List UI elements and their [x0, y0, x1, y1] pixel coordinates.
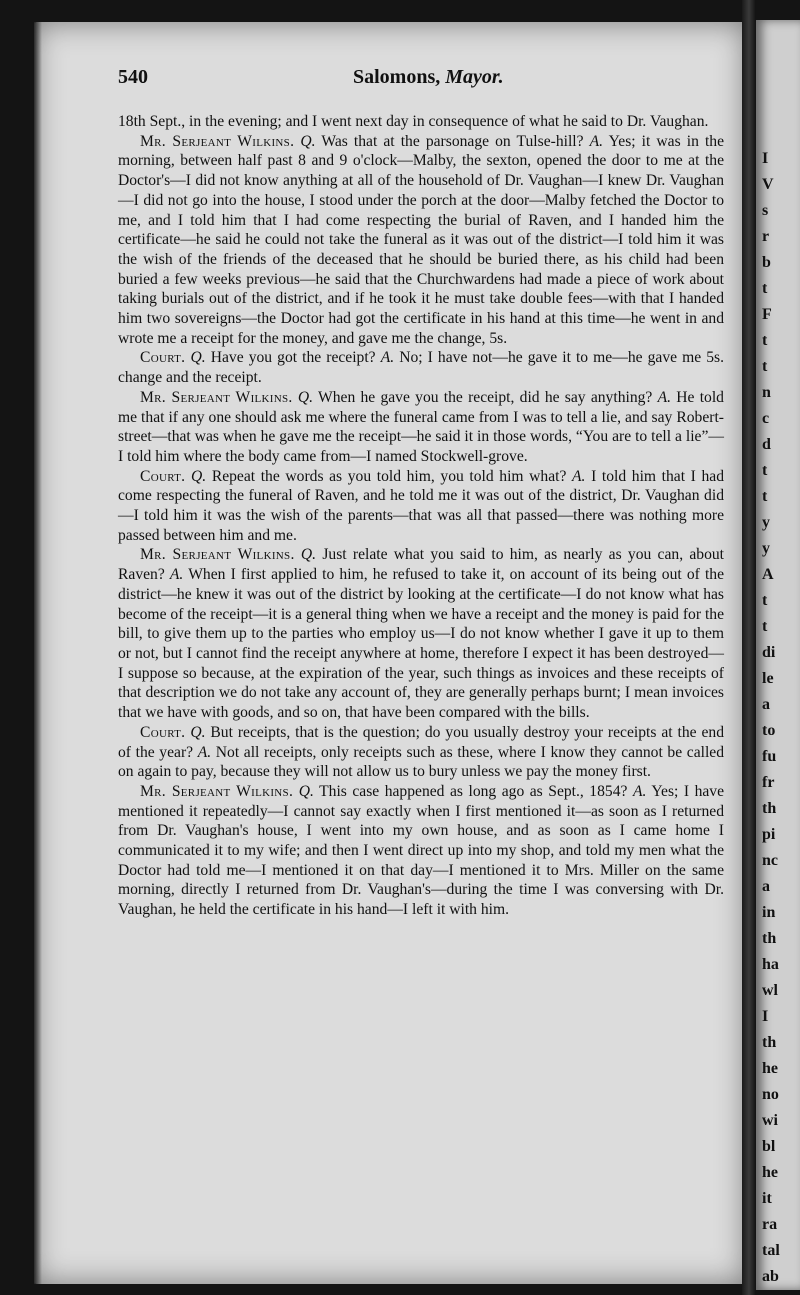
question-text: Was that at the parsonage on Tulse-hill? — [321, 132, 584, 150]
paragraph — [118, 545, 724, 722]
adjacent-page-fragment: t — [762, 358, 768, 375]
adjacent-page-fragment: r — [762, 228, 770, 245]
running-head — [353, 66, 504, 89]
running-head-title: Mayor. — [445, 66, 504, 88]
paragraph — [118, 467, 724, 546]
answer-text: I told him that I had come respecting the funeral of Raven, and he told me it was out of the district, Dr. Vaughan did—I told him it was the wish of the parents—that was all that passed—there was nothing more passed between him and me. — [118, 467, 724, 544]
speaker-label: Mr. Serjeant Wilkins. — [140, 132, 295, 150]
paragraph — [118, 348, 724, 387]
question-text: Just relate what you said to him, as nearly as you can, about Raven? — [118, 546, 724, 584]
adjacent-page-fragment: th — [762, 930, 777, 947]
adjacent-page-fragment: to — [762, 722, 776, 739]
adjacent-page-fragment: t — [762, 618, 768, 635]
adjacent-page-fragment: tal — [762, 1242, 780, 1259]
adjacent-page-fragment: d — [762, 436, 771, 453]
adjacent-page-fragment: t — [762, 592, 768, 609]
answer-text: Not all receipts, only receipts such as these, where I know they cannot be called on again to pay, because they will not allow us to bury unless we pay the money first. — [118, 743, 724, 781]
answer-marker: A. — [169, 566, 184, 584]
adjacent-page-fragment: t — [762, 488, 768, 505]
question-text: Have you got the receipt? — [210, 349, 376, 367]
answer-text: He told me that if any one should ask me where the funeral came from I was to tell a lie, and say Robert-street—that was when he gave me the receipt—he said it in those words, “You are to tell a lie”—I told him where the body came from—I named Stockwell-grove. — [118, 388, 724, 465]
adjacent-page-fragment: a — [762, 878, 770, 895]
adjacent-page-fragment: in — [762, 904, 776, 921]
adjacent-page-fragment: t — [762, 280, 768, 297]
paragraph — [118, 388, 724, 467]
adjacent-page-fragment: ra — [762, 1216, 778, 1233]
adjacent-page-fragment: I — [762, 1008, 769, 1025]
page-number: 540 — [118, 66, 148, 88]
adjacent-page-fragment: le — [762, 670, 774, 687]
paragraph-text: 18th Sept., in the evening; and I went next day in consequence of what he said to Dr. Vaughan. — [118, 113, 709, 130]
answer-marker: A. — [380, 349, 395, 367]
answer-marker: A. — [572, 467, 586, 485]
question-text: Repeat the words as you told him, you told him what? — [211, 467, 567, 485]
question-marker: Q. — [300, 546, 317, 564]
paragraph — [118, 782, 724, 920]
adjacent-page-fragment: fr — [762, 774, 775, 791]
answer-text: When I first applied to him, he refused to take it, on account of its being out of the district—he knew it was out of the district by looking at the certificate—I do not know what has become of the receipt—it is a general thing when we have a receipt and the money is paid for the bill, to give them up to the parties who employ us—I do not know whether I gave it up to them or not, but I cannot find the receipt anywhere at home, therefore I expect it has been destroyed—I suppose so because, at the expiration of the year, such things as invoices and these receipts of that description we do not take any account of, they are generally perhaps burnt; I mean invoices that we have with goods, and so on, that have been compared with the bills. — [118, 566, 724, 722]
adjacent-page-fragment: y — [762, 514, 770, 531]
adjacent-page-fragment: F — [762, 306, 772, 323]
adjacent-page-strip — [756, 20, 800, 1290]
adjacent-page-fragment: a — [762, 696, 770, 713]
question-text: This case happened as long ago as Sept., 1854? — [319, 782, 628, 800]
adjacent-page-fragment: no — [762, 1086, 779, 1103]
book-gutter — [742, 0, 756, 1295]
adjacent-page-fragment: s — [762, 202, 769, 219]
adjacent-page-fragment: nc — [762, 852, 778, 869]
adjacent-page-fragment: th — [762, 1034, 777, 1051]
adjacent-page-fragment: pi — [762, 826, 776, 843]
speaker-label: Court. — [140, 723, 186, 741]
adjacent-page-fragment: A — [762, 566, 774, 583]
answer-text: No; I have not—he gave it to me—he gave me 5s. change and the receipt. — [118, 349, 724, 387]
answer-text: Yes; it was in the morning, between half past 8 and 9 o'clock—Malby, the sexton, opened the door to me at the Doctor's—I did not know anything at all of the household of Dr. Vaughan—I knew Dr. Vaughan—I did not go into the house, I stood under the porch at the door—Malby fetched the Doctor to me, and I told him that I had come respecting the burial of Raven, and I handed him the certificate—he said he could not take the funeral as it was out of the district—I told him it was the wish of the friends of the deceased that he should be buried there, as his child had been buried a few weeks previous—he said that the Churchwardens had made a piece of work about taking burials out of the district, and if he took it he must take double fees—with that I handed him two sovereigns—the Doctor had got the certificate in his hand at this time—he went in and wrote me a receipt for the money, and gave me the change, 5s. — [118, 132, 725, 347]
question-marker: Q. — [191, 467, 207, 485]
adjacent-page-fragment: it — [762, 1190, 772, 1207]
adjacent-page-fragment: t — [762, 462, 768, 479]
answer-marker: A. — [657, 388, 672, 406]
question-marker: Q. — [190, 349, 206, 367]
answer-text: Yes; I have mentioned it repeatedly—I cannot say exactly when I first mentioned it—as soon as I returned from Dr. Vaughan's house, I went into my own house, and as soon as I came home I communicated it to my wife; and then I went direct up into my shop, and told my men what the Doctor had told me—I mentioned it on that day—I mentioned it to Mrs. Miller on the same morning, directly I returned from Dr. Vaughan's—during the time I was conversing with Dr. Vaughan, he held the certificate in his hand—I left it with him. — [118, 782, 725, 919]
page-edge-shadow — [34, 22, 42, 1284]
adjacent-page-fragment: b — [762, 254, 771, 271]
adjacent-page-fragment: ha — [762, 956, 779, 973]
running-head-name: Salomons, — [353, 66, 441, 88]
question-marker: Q. — [190, 723, 206, 741]
adjacent-page-fragment: ab — [762, 1268, 779, 1285]
answer-marker: A. — [589, 132, 604, 150]
adjacent-page-fragment: wl — [762, 982, 778, 999]
speaker-label: Court. — [140, 349, 186, 367]
paragraph — [118, 723, 724, 782]
answer-marker: A. — [632, 782, 647, 800]
page-header — [118, 66, 728, 96]
adjacent-page-fragment: he — [762, 1060, 778, 1077]
question-text: But receipts, that is the question; do you usually destroy your receipts at the end of the year? — [118, 723, 724, 761]
adjacent-page-fragment: n — [762, 384, 771, 401]
paragraph — [118, 112, 724, 132]
adjacent-page-fragment: di — [762, 644, 776, 661]
question-text: When he gave you the receipt, did he say anything? — [318, 388, 653, 406]
question-marker: Q. — [300, 132, 316, 150]
adjacent-page-fragment: I — [762, 150, 769, 167]
adjacent-page-fragment: wi — [762, 1112, 778, 1129]
speaker-label: Mr. Serjeant Wilkins. — [140, 546, 295, 564]
adjacent-page-fragment: fu — [762, 748, 777, 765]
adjacent-page-fragment: t — [762, 332, 768, 349]
adjacent-page-fragment: bl — [762, 1138, 776, 1155]
speaker-label: Mr. Serjeant Wilkins. — [140, 782, 294, 800]
answer-marker: A. — [197, 743, 212, 761]
adjacent-page-fragment: he — [762, 1164, 778, 1181]
adjacent-page-fragment: V — [762, 176, 774, 193]
speaker-label: Court. — [140, 467, 186, 485]
adjacent-page-fragment: c — [762, 410, 770, 427]
adjacent-page-fragment: th — [762, 800, 777, 817]
question-marker: Q. — [298, 782, 314, 800]
question-marker: Q. — [297, 388, 314, 406]
page-body-text — [118, 112, 724, 920]
adjacent-page-fragment: y — [762, 540, 770, 557]
paragraph — [118, 132, 724, 349]
speaker-label: Mr. Serjeant Wilkins. — [140, 388, 293, 406]
